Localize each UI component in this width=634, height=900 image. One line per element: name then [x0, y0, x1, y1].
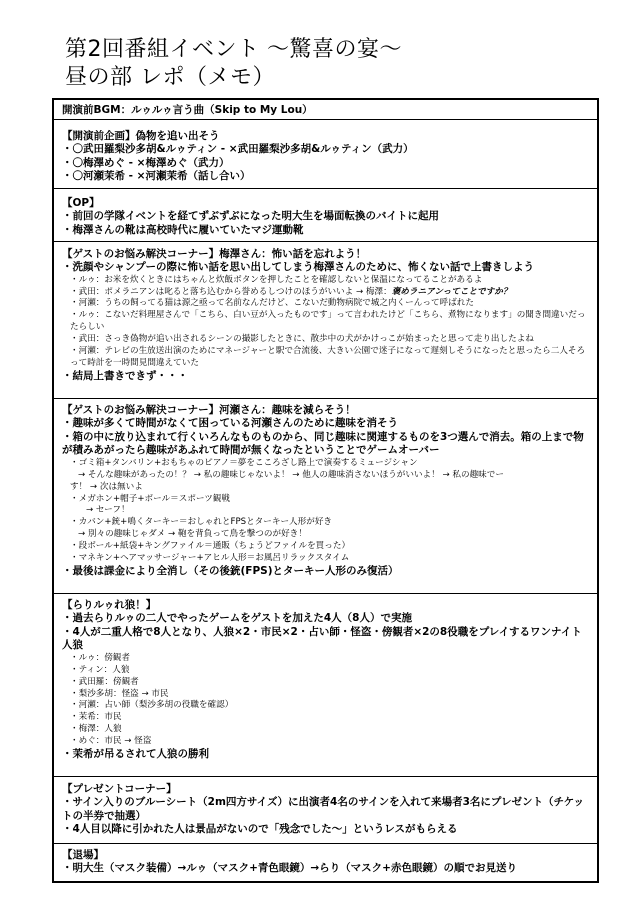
exit-section — [54, 847, 597, 876]
section-heading: 【ゲストのお悩み解決コーナー】梅澤さん：怖い話を忘れよう！ — [62, 248, 367, 260]
worry-corner-umezawa — [54, 246, 597, 383]
list-item: ・過去らりルゥの二人でやったゲームをゲストを加えた4人（8人）で実施 — [62, 612, 412, 624]
section-heading: 【OP】 — [62, 197, 100, 209]
role-item: ・茉希：市民 — [70, 712, 122, 723]
role-item: ・梅澤：人狼 — [70, 724, 122, 735]
title-line-1: 第2回番組イベント ～驚喜の宴～ — [65, 37, 402, 62]
emphasis-text: 褒めラニアンってことですか？ — [391, 286, 512, 297]
section-divider — [54, 843, 597, 844]
note-item: ・メガホン+帽子+ボール＝スポーツ観戦 — [70, 493, 230, 504]
report-frame — [52, 98, 599, 883]
present-section — [54, 781, 597, 837]
bgm-text: 開演前BGM：ルゥルゥ言う曲（Skip to My Lou） — [62, 104, 313, 116]
list-item: ・茉希が吊るされて人狼の勝利 — [62, 748, 209, 761]
list-item: ・サイン入りのブルーシート（2m四方サイズ）に出演者4名のサインを入れて来場者3名にプレゼント（チケットの半券で抽選） — [62, 796, 585, 822]
note-item: ・マネキン+ヘアマッサージャー+アヒル人形＝お風呂リラックスタイム — [70, 553, 350, 564]
list-item: ・最後は課金により全消し（その後銃(FPS)とターキー人形のみ復活） — [62, 564, 399, 577]
section-divider — [54, 188, 597, 189]
list-item: ・趣味が多くて時間がなくて困っている河瀬さんのために趣味を消そう — [62, 417, 398, 429]
section-divider — [54, 241, 597, 242]
list-item: ・4人が二重人格で8人となり、人狼×2・市民×2・占い師・怪盗・傍観者×2の8役職をプレイするワンナイト人狼 — [62, 625, 582, 652]
role-item: ・ティン：人狼 — [70, 664, 130, 675]
section-divider — [54, 776, 597, 777]
section-heading: 【ゲストのお悩み解決コーナー】河瀬さん：趣味を減らそう！ — [62, 404, 356, 416]
section-heading: 【プレゼントコーナー】 — [62, 783, 177, 795]
list-item: ・明大生（マスク装備）→ルゥ（マスク+青色眼鏡）→らり（マスク+赤色眼鏡）の順でお見送り — [62, 862, 517, 874]
note-item: → そんな趣味があったの！？ → 私の趣味じゃないよ！ → 他人の趣味消さないほうがいいよ！ → 私の趣味でー — [78, 469, 504, 480]
section-divider — [54, 119, 597, 120]
list-item: ・梅澤さんの靴は高校時代に履いていたマジ運動靴 — [62, 223, 304, 236]
note-item: ・ルゥ：こないだ料理屋さんで「こちら、白い豆が入ったものです」って言われたけど「こちら、煮物になります」の聞き間違いだったらしい — [70, 310, 586, 333]
section-heading: 【退場】 — [62, 849, 104, 861]
list-item: ・箱の中に放り込まれて行くいろんなものものから、同じ趣味に関連するものを3つ選んで消去。箱の上まで物が積みあがったら趣味があふれて時間が無くなったということでゲームオーバー — [62, 430, 584, 457]
section-heading: 【らりルゥれ狼！】 — [62, 599, 157, 611]
bgm-section — [54, 102, 597, 117]
role-item: ・めぐ：市民 → 怪盗 — [70, 736, 152, 747]
section-divider — [54, 593, 597, 594]
op-section — [54, 195, 597, 237]
list-item: ・前回の学隊イベントを経てずぶずぶになった明大生を場面転換のバイトに起用 — [62, 210, 439, 222]
note-item: ・河瀬：テレビの生放送出演のためにマネージャーと駅で合流後、大きい公園で迷子になって遅刻しそうになったと思ったら二人そろって時計を一時間見間違えていた — [70, 346, 586, 368]
worry-corner-kawase — [54, 402, 597, 579]
note-item: ・河瀬：うちの飼ってる猫は源之亟って名前なんだけど、こないだ動物病院で城之内くーんって呼ばれた — [70, 298, 474, 309]
list-item: ・結局上書きできず・・・ — [62, 369, 188, 382]
list-item: ・〇梅澤めぐ - ×梅澤めぐ（武力） — [62, 156, 230, 169]
list-item: ・洗顔やシャンプーの際に怖い話を思い出してしまう梅澤さんのために、怖くない話で上書きしよう — [62, 261, 534, 273]
role-item: ・武田羅：傍観者 — [70, 676, 139, 687]
document-title — [65, 36, 402, 92]
role-item: ・ルゥ：傍観者 — [70, 652, 130, 663]
title-line-2: 昼の部 レポ（メモ） — [65, 65, 275, 90]
role-item: ・河瀬：占い師（梨沙多胡の役職を確認） — [70, 700, 234, 711]
role-item: ・梨沙多胡：怪盗 → 市民 — [70, 688, 169, 699]
section-divider — [54, 398, 597, 399]
note-item: ・武田：さっき偽物が追い出されるシーンの撮影したときに、散歩中の犬がかけっこが始まったと思って走り出したよね — [70, 334, 534, 345]
werewolf-section — [54, 597, 597, 762]
section-heading: 【開演前企画】偽物を追い出そう — [62, 130, 220, 142]
note-text: ・武田：ポメラニアンは叱ると落ち込むから誉めるしつけのほうがいいよ → 梅澤： — [70, 286, 392, 297]
note-item: す！ → 次は無いよ — [70, 481, 143, 492]
list-item: ・〇河瀬茉希 - ×河瀬茉希（話し合い） — [62, 170, 251, 183]
preshow-section — [54, 128, 597, 184]
note-item: ・段ボール+紙袋+キングファイル＝通販（ちょうどファイルを買った） — [70, 541, 351, 552]
note-item: → 別々の趣味じゃダメ → 鞄を背負って鳥を撃つのが好き！ — [78, 529, 307, 540]
note-item: → セーフ！ — [86, 505, 130, 516]
note-item: ・ゴミ箱+タンバリン+おもちゃのピアノ＝夢をこころざし路上で演奏するミュージシャン — [70, 457, 418, 468]
note-item — [62, 287, 592, 299]
list-item: ・〇武田羅梨沙多胡&ルゥティン - ×武田羅梨沙多胡&ルゥティン（武力） — [62, 143, 414, 155]
list-item: ・4人目以降に引かれた人は景品がないので「残念でした～」というレスがもらえる — [62, 823, 458, 836]
note-item: ・ルゥ：お米を炊くときにはちゃんと炊飯ボタンを押したことを確認しないと保温になってることがあるよ — [70, 274, 483, 285]
note-item: ・カバン+銃+鳴くターキー＝おしゃれとFPSとターキー人形が好き — [70, 517, 333, 528]
